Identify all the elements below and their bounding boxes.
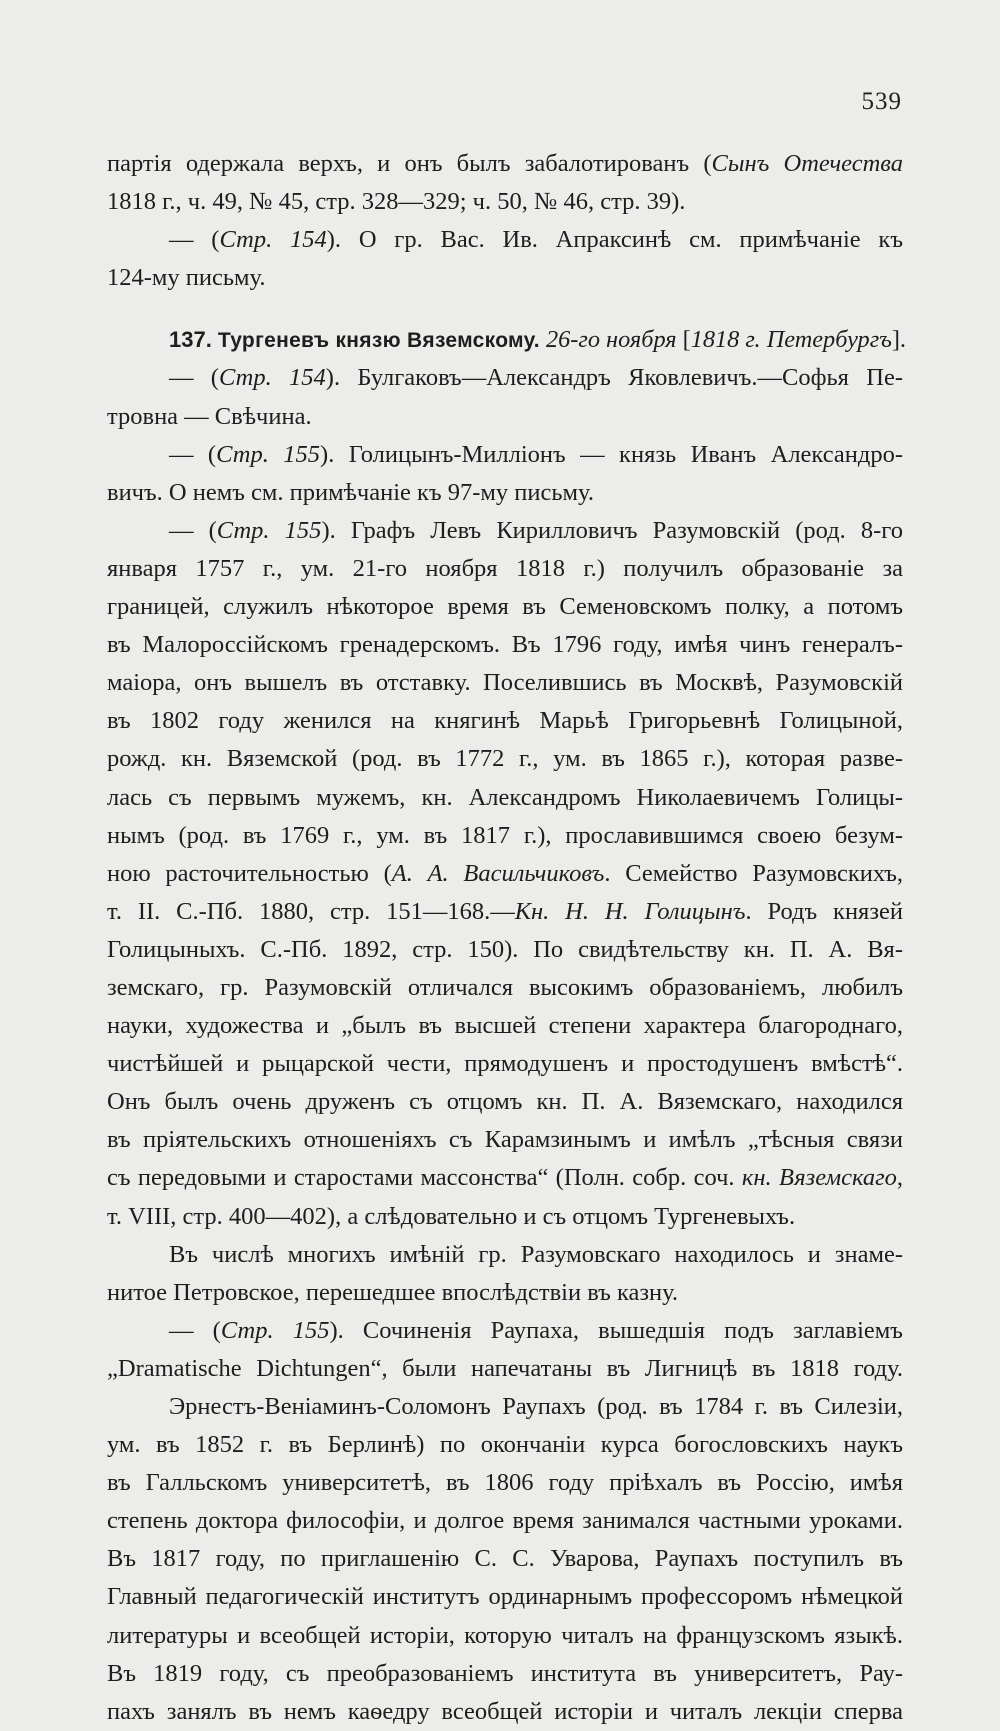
text-run: „Dramatische Dichtungen“, были напечатаны въ Лигницѣ въ 1818 году. [107,1354,903,1382]
text-line [107,1540,903,1578]
page-text [107,145,906,1731]
text-line [107,436,903,474]
text-run: ]. [891,326,906,354]
italic-text: кн. Вяземскаго [741,1164,897,1192]
text-line [107,779,903,817]
text-line [107,359,903,397]
text-run: въ 1802 году женился на княгинѣ Марьѣ Григорьевнѣ Голицыной, [107,707,903,735]
text-line [107,1617,903,1655]
text-line [107,398,903,436]
text-line [107,183,903,221]
text-run: ною расточительностью ( [107,859,392,887]
text-line [107,474,903,512]
text-run: Голицыныхъ. С.-Пб. 1892, стр. 150). По свидѣтельству кн. П. А. Вя- [107,935,903,963]
text-run: ). Булгаковъ—Александръ Яковлевичъ.—Софья Пе- [325,364,903,392]
text-line [107,1236,903,1274]
text-run: партія одержала верхъ, и онъ былъ забалотированъ ( [107,150,712,177]
text-run: въ Галльскомъ университетѣ, въ 1806 году пріѣхалъ въ Россію, имѣя [107,1469,903,1497]
text-run: Эрнестъ-Веніаминъ-Соломонъ Раупахъ (род. въ 1784 г. въ Силезіи, [169,1393,903,1420]
letter-number: 137. [169,327,212,353]
text-line [107,259,903,297]
text-line [107,1350,903,1388]
page-number: 539 [861,88,902,115]
text-run: 124-му письму. [107,264,266,292]
text-line [107,893,903,931]
text-run: ). Сочиненія Раупаха, вышедшія подъ заглавіемъ [329,1316,903,1344]
text-run: земскаго, гр. Разумовскій отличался высокимъ образованіемъ, любилъ [107,973,903,1001]
text-run: съ передовыми и старостами массонства“ (Полн. собр. соч. [107,1164,742,1192]
text-line [107,1693,903,1731]
text-line [107,588,903,626]
text-run: Въ 1817 году, по приглашенію С. С. Уварова, Раупахъ поступилъ въ [107,1545,903,1573]
italic-text: Сынъ Отечества [711,150,903,177]
page-reference: Стр. 154 [218,364,326,392]
text-line [107,931,903,969]
text-run: — ( [169,364,219,392]
text-line [107,1388,903,1426]
text-run: — ( [169,1316,221,1344]
text-line [107,221,903,259]
text-line [107,1083,903,1121]
text-run: границей, служилъ нѣкоторое время въ Семеновскомъ полку, а потомъ [107,593,903,621]
text-line [107,1578,903,1616]
text-run: рожд. кн. Вяземской (род. въ 1772 г., ум. въ 1865 г.), которая разве- [107,745,903,773]
text-run: пахъ занялъ въ немъ каѳедру всеобщей исторіи и читалъ лекціи сперва [107,1697,903,1725]
text-line [107,1655,903,1693]
text-run: ). О гр. Вас. Ив. Апраксинѣ см. примѣчаніе къ [326,226,903,254]
text-run: , [896,1164,904,1192]
text-run: т. II. С.-Пб. 1880, стр. 151—168.— [107,897,515,925]
text-run: въ пріятельскихъ отношеніяхъ съ Карамзинымъ и имѣлъ „тѣсныя связи [107,1126,903,1154]
text-run: Въ числѣ многихъ имѣній гр. Разумовскаго находилось и знаме- [169,1240,903,1268]
text-line [107,855,903,893]
text-run: тровна — Свѣчина. [107,402,312,430]
text-run: нитое Петровское, перешедшее впослѣдствіи въ казну. [107,1278,679,1306]
text-run: чистѣйшей и рыцарской чести, прямодушенъ и простодушенъ вмѣстѣ“. [107,1050,903,1078]
text-line [107,626,903,664]
text-line [107,1007,903,1045]
text-run: ум. въ 1852 г. въ Берлинѣ) по окончаніи курса богословскихъ наукъ [107,1431,903,1459]
text-run: Въ 1819 году, съ преобразованіемъ института въ университетъ, Рау- [107,1659,903,1687]
text-line [107,817,903,855]
text-run: [ [676,326,691,354]
text-line [107,145,903,183]
text-run: — ( [169,440,217,468]
text-run: ). Графъ Левъ Кирилловичъ Разумовскій (род. 8-го [321,516,903,544]
italic-text: Кн. Н. Н. Голицынъ [514,897,746,925]
italic-text: 1818 г. Петербургъ [690,326,892,354]
text-run: въ Малороссійскомъ гренадерскомъ. Въ 1796 году, имѣя чинъ генералъ- [107,631,903,659]
text-line [107,1198,903,1236]
text-line [107,1045,903,1083]
text-run: т. VIII, стр. 400—402), а слѣдовательно и съ отцомъ Тургеневыхъ. [107,1202,796,1230]
text-line [107,1464,903,1502]
text-line [107,1502,903,1540]
text-line [107,1274,903,1312]
text-line [107,702,903,740]
text-line [107,969,903,1007]
text-run: . Семейство Разумовскихъ, [604,859,903,887]
text-run: вичъ. О немъ см. примѣчаніе къ 97-му письму. [107,478,594,506]
text-line [107,1159,903,1197]
letter-title: Тургеневъ князю Вяземскому. [217,329,540,353]
text-run: науки, художества и „былъ въ высшей степени характера благороднаго, [107,1012,903,1040]
text-line [107,740,903,778]
text-line [107,1121,903,1159]
letter-heading [107,321,906,359]
text-run: января 1757 г., ум. 21-го ноября 1818 г.) получилъ образованіе за [107,554,903,582]
text-line [107,512,903,550]
text-run: Главный педагогическій институтъ ординарнымъ профессоромъ нѣмецкой [107,1583,903,1611]
text-run: ). Голицынъ-Милліонъ — князь Иванъ Александро- [320,440,903,468]
page-reference: Стр. 155 [216,516,322,544]
page-reference: Стр. 155 [216,440,321,468]
text-run: нымъ (род. въ 1769 г., ум. въ 1817 г.), прославившимся своею безум- [107,821,903,849]
italic-text: 26-го ноября [545,326,677,354]
text-run: литературы и всеобщей исторіи, которую читалъ на французскомъ языкѣ. [107,1621,903,1649]
page-reference: Стр. 154 [219,226,327,254]
text-run: . Родъ князей [745,897,903,925]
text-line [107,1426,903,1464]
text-run: — ( [169,516,217,544]
text-run: Онъ былъ очень друженъ съ отцомъ кн. П. А. Вяземскаго, находился [107,1088,903,1116]
page-reference: Стр. 155 [220,1316,330,1344]
text-run: — ( [169,226,220,254]
text-run: 1818 г., ч. 49, № 45, стр. 328—329; ч. 50, № 46, стр. 39). [107,188,686,216]
text-line [107,1312,903,1350]
section-gap [107,297,903,321]
text-line [107,550,903,588]
text-run: маіора, онъ вышелъ въ отставку. Поселившись въ Москвѣ, Разумовскій [107,669,903,697]
text-run: лась съ первымъ мужемъ, кн. Александромъ Николаевичемъ Голицы- [107,783,903,811]
italic-text: А. А. Васильчиковъ [391,859,605,887]
text-line [107,664,903,702]
text-run: степень доктора философіи, и долгое время занимался частными уроками. [107,1507,903,1535]
